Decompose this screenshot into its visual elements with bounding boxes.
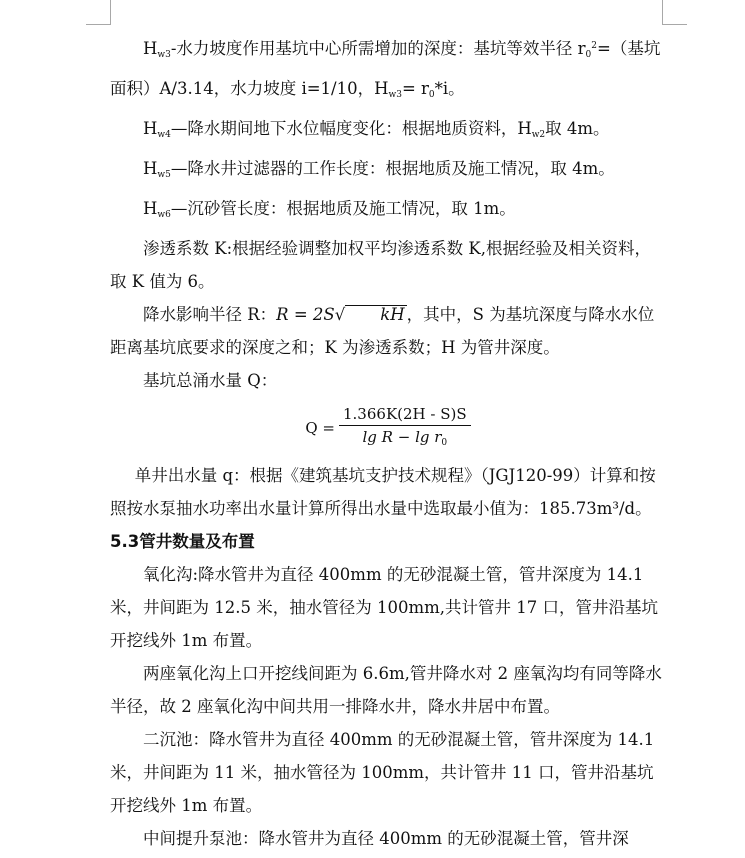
- document-body: [110, 30, 666, 855]
- formula-q-lhs: Q =: [305, 418, 335, 437]
- paragraph-influence-radius: 降水影响半径 R：R = 2S√ kH ，其中，S 为基坑深度与降水水位距离基坑底要求的深度之和；K 为渗透系数；H 为管井深度。: [110, 305, 655, 357]
- paragraph-oxidation-ditch: 氧化沟:降水管井为直径 400mm 的无砂混凝土管，管井深度为 14.1 米，井间距为 12.5 米，抽水管径为 100mm,共计管井 17 口，管井沿基坑开挖线外 1m 布置。: [110, 565, 658, 650]
- paragraph-hw5: $H_{w5}—$降水井过滤器的工作长度：根据地质及施工情况，取 4m。: [143, 159, 615, 180]
- page-corner-mark-left: [86, 0, 111, 25]
- formula-q-fraction: [339, 403, 471, 454]
- paragraph-total-inflow: 基坑总涌水量 Q：: [143, 371, 278, 390]
- formula-q-block: [110, 397, 666, 459]
- formula-q: [305, 403, 470, 454]
- paragraph-hw4: $H_{w4}—$降水期间地下水位幅度变化：根据地质资料，$H_{w2}$取 4m。: [143, 119, 610, 140]
- paragraph-hw6: $H_{w6}—$沉砂管长度：根据地质及施工情况，取 1m。: [143, 199, 516, 220]
- section-heading: 5.3管井数量及布置: [110, 532, 255, 551]
- formula-r-lhs: R: [276, 305, 289, 324]
- formula-q-numerator: 1.366K(2H - S)S: [339, 403, 471, 426]
- paragraph-single-well: 单井出水量 q：根据《建筑基坑支护技术规程》（JGJ120-99）计算和按照按水泵抽水功率出水量计算所得出水量中选取最小值为：185.73m³/d。: [110, 466, 656, 518]
- paragraph-lift-pump: 中间提升泵池：降水管井为直径 400mm 的无砂混凝土管，管井深: [143, 829, 629, 848]
- paragraph-secondary-clarifier: 二沉池：降水管井为直径 400mm 的无砂混凝土管，管井深度为 14.1 米，井间距为 11 米，抽水管径为 100mm，共计管井 11 口，管井沿基坑开挖线外 1m 布置。: [110, 730, 655, 815]
- paragraph-hw3: $H_{w3}-$水力坡度作用基坑中心所需增加的深度：基坑等效半径 $r_0^2=$（基坑面积）A/3.14，水力坡度 i=1/10，$H_{w3}= r_0*i$。: [110, 39, 661, 100]
- page-corner-mark-right: [662, 0, 687, 25]
- paragraph-permeability: 渗透系数 K:根据经验调整加权平均渗透系数 K,根据经验及相关资料，取 K 值为 6。: [110, 239, 651, 291]
- formula-q-denominator: $\lg R - \lg r_0$: [362, 427, 448, 448]
- formula-sqrt: kH: [345, 305, 406, 324]
- paragraph-two-ditches: 两座氧化沟上口开挖线间距为 6.6m,管井降水对 2 座氧沟均有同等降水半径，故 2 座氧化沟中间共用一排降水井，降水井居中布置。: [110, 664, 662, 716]
